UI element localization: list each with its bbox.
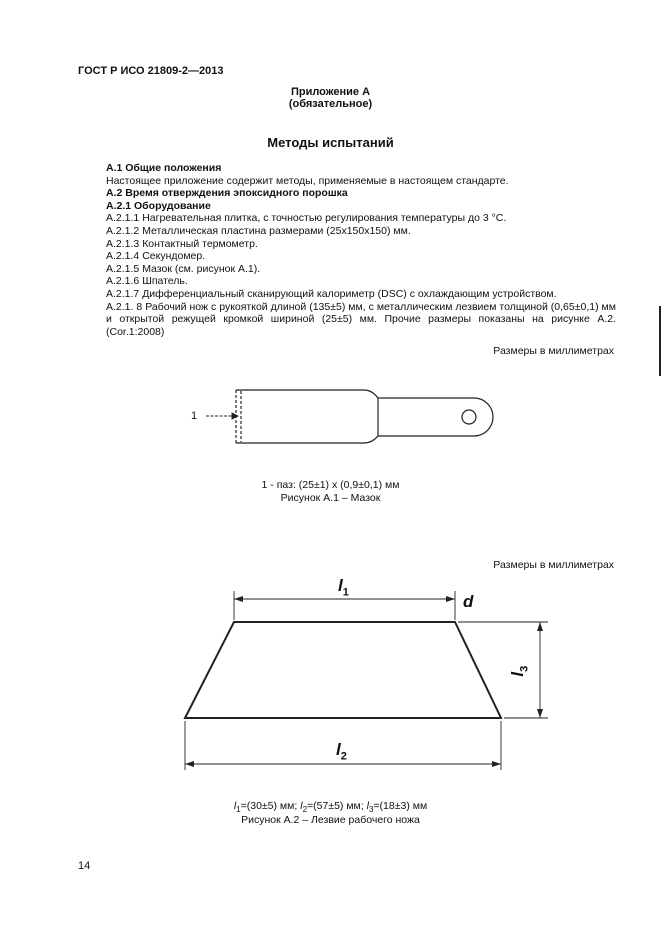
- figure1-label-1: 1: [191, 410, 198, 422]
- document-header: ГОСТ Р ИСО 21809-2—2013: [78, 65, 224, 77]
- list-item: А.2.1.4 Секундомер.: [106, 250, 206, 263]
- paragraph: Настоящее приложение содержит методы, применяемые в настоящем стандарте.: [106, 174, 509, 187]
- l1-letter: l: [338, 576, 343, 595]
- list-item: А.2.1.7 Дифференциальный сканирующий калориметр (DSC) с охлаждающим устройством.: [106, 287, 557, 300]
- l2-sub: 2: [340, 750, 347, 763]
- heading-a21: А.2.1 Оборудование: [106, 199, 211, 212]
- figure2-label-l2: [336, 740, 347, 762]
- paragraph-a218: А.2.1. 8 Рабочий нож с рукояткой длиной (135±5) мм, с металлическим лезвием толщиной (0,65±0,1) мм и открытой режущей кромкой шириной (25±5) мм. Прочие размеры показаны на рисунке А.2. (Cor.1:2008): [106, 300, 616, 338]
- figure2-label-l1: [338, 576, 349, 598]
- figure1-legend: 1 - паз: (25±1) х (0,9±0,1) мм: [261, 479, 400, 491]
- section-title: Методы испытаний: [267, 135, 394, 150]
- figure2-legend: [0, 800, 661, 814]
- heading-a2: А.2 Время отверждения эпоксидного порошка: [106, 187, 348, 200]
- legend-l2-val: =(57±5) мм;: [307, 800, 367, 812]
- list-item: А.2.1.1 Нагревательная плитка, с точностью регулирования температуры до 3 °С.: [106, 212, 507, 225]
- figure2-label-l3: [508, 666, 530, 677]
- legend-l2-sub: 2: [302, 805, 308, 815]
- legend-l1-val: =(30±5) мм;: [240, 800, 301, 812]
- heading-a1: А.1 Общие положения: [106, 162, 222, 174]
- page-number: 14: [78, 860, 91, 872]
- legend-l1-sub: 1: [236, 805, 241, 815]
- figure2-label-d: d: [463, 592, 474, 611]
- legend-l2: l: [300, 800, 303, 812]
- figure2-dims-note: Размеры в миллиметрах: [493, 559, 614, 571]
- legend-l3-val: =(18±3) мм: [373, 800, 428, 812]
- appendix-title: Приложение А: [290, 86, 371, 98]
- figure2-caption: Рисунок А.2 – Лезвие рабочего ножа: [241, 814, 420, 826]
- legend-l3-sub: 3: [368, 805, 374, 815]
- list-item: А.2.1.6 Шпатель.: [106, 275, 188, 288]
- figure1-dims-note: Размеры в миллиметрах: [493, 345, 614, 357]
- figure1-caption: Рисунок А.1 – Мазок: [280, 492, 381, 504]
- appendix-status: (обязательное): [288, 98, 373, 110]
- list-item: А.2.1.5 Мазок (см. рисунок А.1).: [106, 262, 261, 275]
- list-item: А.2.1.2 Металлическая пластина размерами (25x150x150) мм.: [106, 224, 411, 237]
- list-item: А.2.1.3 Контактный термометр.: [106, 237, 258, 250]
- l2-letter: l: [336, 740, 341, 759]
- l3-letter: l: [508, 671, 528, 677]
- legend-l3: l: [366, 800, 369, 812]
- l1-sub: 1: [342, 586, 349, 599]
- legend-l1: l: [233, 800, 237, 812]
- l3-sub: 3: [518, 665, 531, 672]
